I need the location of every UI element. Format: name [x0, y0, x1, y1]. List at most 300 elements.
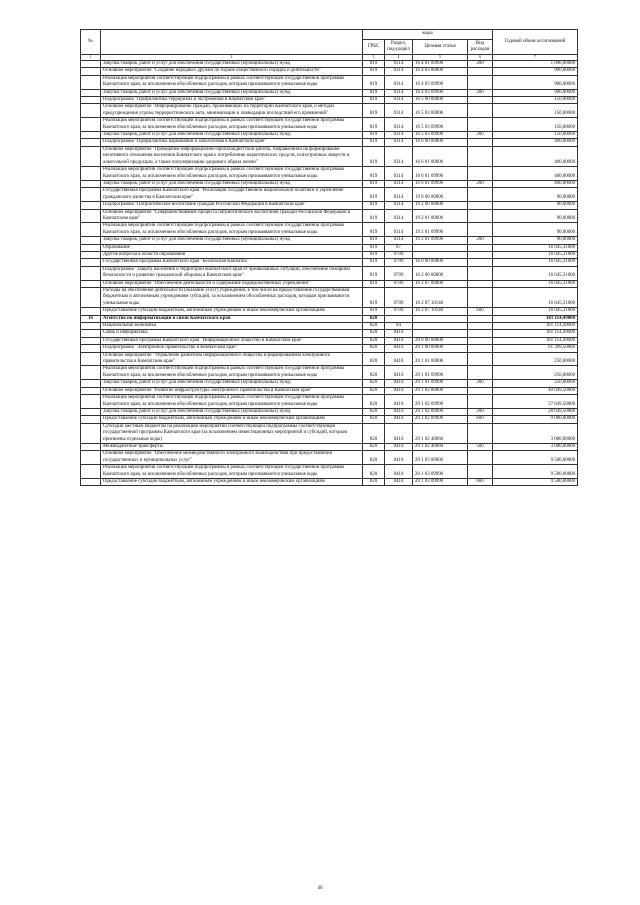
row-expense-type: 500 — [468, 443, 493, 450]
header-vid: Вид расходов — [468, 40, 493, 55]
row-target-article: 19 2 01 00000 — [413, 209, 468, 223]
row-amount: 1 000,00000 — [493, 61, 578, 68]
row-amount: 150,00000 — [493, 104, 578, 118]
row-number — [81, 89, 101, 96]
table-row — [81, 244, 578, 251]
table-row — [81, 308, 578, 315]
row-target-article: 16 4 03 09990 — [413, 75, 468, 89]
row-target-article: 16 2 07 10140 — [413, 308, 468, 315]
row-target-article: 20 1 00 00000 — [413, 345, 468, 352]
row-name: Реализация мероприятий соответствующей подпрограммы в рамках соответствующей государственной программы Камчатского края, за исключением обособленных расходов, которым присваиваются уникальные коды — [101, 223, 363, 237]
row-expense-type — [468, 97, 493, 104]
table-row — [81, 251, 578, 258]
col-index: 4 — [385, 55, 413, 61]
table-row — [81, 345, 578, 352]
row-amount: 28 649,50000 — [493, 408, 578, 415]
row-amount: 181 114,49000 — [493, 330, 578, 337]
row-name: Закупка товаров, работ и услуг для обеспечения государственных (муниципальных) нужд — [101, 380, 363, 387]
row-razdel: 0314 — [385, 167, 413, 181]
table-row — [81, 395, 578, 409]
row-grbs: 820 — [363, 416, 385, 423]
row-expense-type: 200 — [468, 132, 493, 139]
row-name: Реализация мероприятий соответствующей подпрограммы в рамках соответствующей государственной программы Камчатского края, за исключением обособленных расходов, которым присваиваются уникальные коды — [101, 118, 363, 132]
row-amount: 400,00000 — [493, 146, 578, 166]
row-grbs: 819 — [363, 223, 385, 237]
row-expense-type — [468, 75, 493, 89]
row-grbs: 820 — [363, 395, 385, 409]
row-target-article: 20 1 02 09990 — [413, 408, 468, 415]
row-expense-type — [468, 68, 493, 75]
row-grbs: 819 — [363, 288, 385, 308]
row-expense-type: 200 — [468, 180, 493, 187]
row-razdel: 0709 — [385, 259, 413, 266]
row-name: Предоставление субсидий бюджетным, автономным учреждениям и иным некоммерческим организациям — [101, 308, 363, 315]
header-volume: Годовой объем ассигнований — [493, 30, 578, 55]
header-codes: коды — [363, 30, 493, 40]
row-target-article: 20 1 01 00000 — [413, 352, 468, 366]
row-amount: 37 649,50000 — [493, 395, 578, 409]
row-name: Основное мероприятие "Обеспечение межведомственного электронного взаимодействия при предоставлении государственных и муниципальных услуг" — [101, 451, 363, 465]
row-amount: 9 500,00000 — [493, 451, 578, 465]
row-amount: 16 045,31000 — [493, 308, 578, 315]
row-grbs: 819 — [363, 75, 385, 89]
row-name: Основное мероприятие "Проведение информационно-пропагандистской работы, направленной на формирование негативного отношения населения Камчатского края к потреблению наркотических средств, психотропных веществ и алкогольной продукции, а также популяризацию здорового образа жизни" — [101, 146, 363, 166]
row-razdel: 0709 — [385, 266, 413, 280]
row-number — [81, 68, 101, 75]
row-number — [81, 251, 101, 258]
row-expense-type — [468, 167, 493, 181]
table-row — [81, 337, 578, 344]
row-number — [81, 167, 101, 181]
row-number — [81, 118, 101, 132]
row-expense-type: 200 — [468, 380, 493, 387]
row-expense-type — [468, 345, 493, 352]
page-number: 46 — [317, 886, 323, 891]
row-grbs: 819 — [363, 259, 385, 266]
row-amount: 90,00000 — [493, 188, 578, 202]
row-target-article — [413, 315, 468, 322]
row-expense-type — [468, 202, 493, 209]
row-number — [81, 180, 101, 187]
table-row — [81, 68, 578, 75]
row-grbs: 819 — [363, 89, 385, 96]
row-target-article: 16 2 00 00000 — [413, 266, 468, 280]
row-razdel: 0314 — [385, 146, 413, 166]
table-row — [81, 478, 578, 485]
row-amount: 90,00000 — [493, 209, 578, 223]
row-amount: 400,00000 — [493, 139, 578, 146]
row-name: Основное мероприятие "Создание народных дружин по охране общественного порядка и деятельности" — [101, 68, 363, 75]
row-razdel: 0314 — [385, 139, 413, 146]
row-number — [81, 323, 101, 330]
row-expense-type — [468, 423, 493, 443]
col-index: 6 — [468, 55, 493, 61]
row-grbs: 820 — [363, 465, 385, 479]
table-row — [81, 451, 578, 465]
row-expense-type — [468, 387, 493, 394]
row-expense-type — [468, 188, 493, 202]
row-target-article: 16 5 00 00000 — [413, 97, 468, 104]
row-number — [81, 387, 101, 394]
row-name: Закупка товаров, работ и услуг для обеспечения государственных (муниципальных) нужд — [101, 408, 363, 415]
header-target: Целевая статья — [413, 40, 468, 55]
row-number — [81, 259, 101, 266]
row-expense-type — [468, 139, 493, 146]
row-razdel: 0709 — [385, 251, 413, 258]
row-target-article — [413, 330, 468, 337]
row-expense-type — [468, 323, 493, 330]
row-number — [81, 423, 101, 443]
row-grbs: 820 — [363, 366, 385, 380]
row-grbs: 820 — [363, 443, 385, 450]
row-grbs: 819 — [363, 97, 385, 104]
row-expense-type — [468, 451, 493, 465]
row-expense-type — [468, 209, 493, 223]
row-name: Межбюджетные трансферты — [101, 443, 363, 450]
row-expense-type — [468, 118, 493, 132]
row-name: Подпрограмма "Профилактика наркомании и алкоголизма в Камчатском крае" — [101, 139, 363, 146]
row-name: Подпрограмма "Защита населения и территорий Камчатского края от чрезвычайных ситуаций, обеспечение пожарной безопасности и развитие гражданской обороны в Камчатском крае" — [101, 266, 363, 280]
table-row — [81, 104, 578, 118]
row-expense-type: 600 — [468, 416, 493, 423]
row-name: Закупка товаров, работ и услуг для обеспечения государственных (муниципальных) нужд — [101, 237, 363, 244]
row-target-article: 20 1 02 09990 — [413, 395, 468, 409]
row-razdel: 0314 — [385, 209, 413, 223]
row-razdel: 0314 — [385, 104, 413, 118]
col-index: 1 — [81, 55, 101, 61]
row-razdel: 0410 — [385, 366, 413, 380]
row-amount: 40 649,50000 — [493, 387, 578, 394]
row-grbs: 819 — [363, 167, 385, 181]
row-target-article: 20 1 01 09990 — [413, 366, 468, 380]
row-grbs: 819 — [363, 139, 385, 146]
row-amount: 61 399,50000 — [493, 345, 578, 352]
row-razdel: 0314 — [385, 180, 413, 187]
row-target-article: 16 6 00 00000 — [413, 139, 468, 146]
row-target-article — [413, 251, 468, 258]
row-name: Образование — [101, 244, 363, 251]
row-number — [81, 61, 101, 68]
col-index: 3 — [363, 55, 385, 61]
row-name: Связь и информатика — [101, 330, 363, 337]
row-razdel: 0410 — [385, 352, 413, 366]
table-row — [81, 188, 578, 202]
row-target-article: 16 6 01 09990 — [413, 180, 468, 187]
row-expense-type: 200 — [468, 61, 493, 68]
row-grbs: 820 — [363, 423, 385, 443]
row-amount: 181 114,49000 — [493, 315, 578, 322]
table-row — [81, 443, 578, 450]
col-index: 5 — [413, 55, 468, 61]
row-target-article: 16 6 01 00000 — [413, 146, 468, 166]
table-row — [81, 180, 578, 187]
table-row — [81, 330, 578, 337]
table-row — [81, 139, 578, 146]
row-amount: 9 000,00000 — [493, 416, 578, 423]
table-row — [81, 266, 578, 280]
row-number: 16 — [81, 315, 101, 322]
table-row — [81, 146, 578, 166]
row-expense-type — [468, 223, 493, 237]
row-number — [81, 308, 101, 315]
table-row — [81, 132, 578, 139]
row-name: Реализация мероприятий соответствующей подпрограммы в рамках соответствующей государственной программы Камчатского края, за исключением обособленных расходов, которым присваиваются уникальные коды — [101, 366, 363, 380]
row-number — [81, 288, 101, 308]
row-number — [81, 223, 101, 237]
row-grbs: 819 — [363, 132, 385, 139]
row-grbs: 820 — [363, 478, 385, 485]
row-razdel: 0314 — [385, 89, 413, 96]
row-name: Подпрограмма "Профилактика терроризма и экстремизма в Камчатском крае" — [101, 97, 363, 104]
row-amount: 181 114,49000 — [493, 337, 578, 344]
table-row — [81, 423, 578, 443]
row-name: Государственная программа Камчатского края "Безопасная Камчатка" — [101, 259, 363, 266]
row-expense-type — [468, 266, 493, 280]
row-grbs: 820 — [363, 345, 385, 352]
row-amount: 150,00000 — [493, 97, 578, 104]
row-target-article: 16 5 03 09990 — [413, 132, 468, 139]
row-target-article: 20 1 02 09990 — [413, 416, 468, 423]
header-number: № — [81, 30, 101, 55]
row-number — [81, 352, 101, 366]
row-number — [81, 408, 101, 415]
row-target-article: 20 1 03 09990 — [413, 478, 468, 485]
row-grbs: 820 — [363, 315, 385, 322]
row-grbs: 819 — [363, 251, 385, 258]
row-amount: 400,00000 — [493, 167, 578, 181]
row-name: Реализация мероприятий соответствующей подпрограммы в рамках соответствующей государственной программы Камчатского края, за исключением обособленных расходов, которым присваиваются уникальные коды — [101, 75, 363, 89]
row-target-article: 20 1 03 09990 — [413, 465, 468, 479]
row-razdel: 0314 — [385, 237, 413, 244]
table-row — [81, 408, 578, 415]
row-number — [81, 280, 101, 287]
row-amount: 16 045,31000 — [493, 244, 578, 251]
row-number — [81, 380, 101, 387]
row-name: Государственная программа Камчатского края "Реализация государственной национальной политики и укрепление гражданского единства в Камчатском крае" — [101, 188, 363, 202]
table-row — [81, 416, 578, 423]
row-amount: 90,00000 — [493, 237, 578, 244]
row-target-article: 16 5 03 00000 — [413, 104, 468, 118]
row-grbs: 819 — [363, 266, 385, 280]
row-target-article: 20 1 02 40060 — [413, 423, 468, 443]
row-amount: 400,00000 — [493, 180, 578, 187]
row-razdel: 0314 — [385, 223, 413, 237]
row-amount: 16 045,31000 — [493, 288, 578, 308]
row-target-article — [413, 323, 468, 330]
row-number — [81, 330, 101, 337]
row-razdel: 0410 — [385, 345, 413, 352]
row-grbs: 819 — [363, 146, 385, 166]
table-row — [81, 89, 578, 96]
row-name: Государственная программа Камчатского края "Информационное общество в Камчатском крае" — [101, 337, 363, 344]
row-target-article: 16 2 07 10140 — [413, 288, 468, 308]
row-number — [81, 478, 101, 485]
row-grbs: 819 — [363, 104, 385, 118]
row-target-article: 20 1 02 40060 — [413, 443, 468, 450]
row-target-article: 16 4 03 09990 — [413, 89, 468, 96]
row-expense-type — [468, 337, 493, 344]
row-name: Закупка товаров, работ и услуг для обеспечения государственных (муниципальных) нужд — [101, 61, 363, 68]
header-razdel: Раздел, под-раздел — [385, 40, 413, 55]
row-number — [81, 266, 101, 280]
row-amount: 9 500,00000 — [493, 465, 578, 479]
row-target-article: 19 2 01 09990 — [413, 223, 468, 237]
row-amount: 3 000,00000 — [493, 443, 578, 450]
row-expense-type — [468, 244, 493, 251]
row-number — [81, 188, 101, 202]
row-grbs: 820 — [363, 352, 385, 366]
row-name: Другие вопросы в области образования — [101, 251, 363, 258]
row-grbs: 819 — [363, 68, 385, 75]
row-target-article: 20 1 02 00000 — [413, 387, 468, 394]
row-amount: 16 045,31000 — [493, 259, 578, 266]
row-razdel: 0410 — [385, 330, 413, 337]
row-target-article: 19 2 01 09990 — [413, 237, 468, 244]
row-razdel: 0410 — [385, 465, 413, 479]
row-grbs: 820 — [363, 451, 385, 465]
row-number — [81, 237, 101, 244]
row-name: Закупка товаров, работ и услуг для обеспечения государственных (муниципальных) нужд — [101, 180, 363, 187]
row-amount: 9 500,00000 — [493, 478, 578, 485]
row-amount: 900,00000 — [493, 75, 578, 89]
row-grbs: 819 — [363, 188, 385, 202]
row-amount: 250,00000 — [493, 380, 578, 387]
row-number — [81, 345, 101, 352]
row-name: Основное мероприятие "Управление развитием информационного общества и формированием электронного правительства в Камчатском крае" — [101, 352, 363, 366]
row-razdel: 04 — [385, 323, 413, 330]
row-razdel: 0410 — [385, 387, 413, 394]
row-number — [81, 465, 101, 479]
table-row — [81, 280, 578, 287]
row-grbs: 819 — [363, 244, 385, 251]
row-amount: 150,00000 — [493, 118, 578, 132]
row-number — [81, 443, 101, 450]
row-razdel: 0314 — [385, 97, 413, 104]
row-name: Основное мероприятие "Информирование граждан, проживающих на территории Камчатского края, о методах предупреждения угрозы террористического акта, минимизации и ликвидации последствий его проявлений" — [101, 104, 363, 118]
row-target-article: 16 4 03 00000 — [413, 68, 468, 75]
row-grbs: 819 — [363, 180, 385, 187]
table-row — [81, 202, 578, 209]
row-amount: 900,00000 — [493, 89, 578, 96]
row-grbs: 820 — [363, 380, 385, 387]
row-grbs: 819 — [363, 202, 385, 209]
row-target-article — [413, 244, 468, 251]
table-row — [81, 315, 578, 322]
row-name: Закупка товаров, работ и услуг для обеспечения государственных (муниципальных) нужд — [101, 132, 363, 139]
row-razdel: 07 — [385, 244, 413, 251]
row-expense-type — [468, 259, 493, 266]
table-row — [81, 380, 578, 387]
row-expense-type — [468, 352, 493, 366]
row-number — [81, 395, 101, 409]
row-grbs: 819 — [363, 237, 385, 244]
row-razdel: 0410 — [385, 395, 413, 409]
row-grbs: 820 — [363, 330, 385, 337]
row-expense-type: 200 — [468, 89, 493, 96]
row-name: Расходы на обеспечение деятельности (оказание услуг) учреждений, в том числе на предоставление государственным бюджетным и автономным учреждениям субсидий, за исключением обособленных расходов, которым присваиваются уникальные коды — [101, 288, 363, 308]
row-razdel: 0314 — [385, 118, 413, 132]
table-row — [81, 223, 578, 237]
row-target-article: 16 2 07 00000 — [413, 280, 468, 287]
row-target-article: 16 5 03 09990 — [413, 118, 468, 132]
row-razdel: 0314 — [385, 202, 413, 209]
row-number — [81, 451, 101, 465]
col-index: 7 — [493, 55, 578, 61]
row-grbs: 819 — [363, 61, 385, 68]
row-name: Основное мероприятие "Развитие инфраструктуры электронного правительства в Камчатском крае" — [101, 387, 363, 394]
row-name: Национальная экономика — [101, 323, 363, 330]
row-razdel: 0314 — [385, 75, 413, 89]
row-number — [81, 209, 101, 223]
row-name: Закупка товаров, работ и услуг для обеспечения государственных (муниципальных) нужд — [101, 89, 363, 96]
row-expense-type — [468, 315, 493, 322]
row-amount: 150,00000 — [493, 132, 578, 139]
row-expense-type — [468, 395, 493, 409]
row-razdel: 0410 — [385, 478, 413, 485]
row-name: Подпрограмма "Электронное правительство в Камчатском крае" — [101, 345, 363, 352]
row-grbs: 820 — [363, 387, 385, 394]
row-number — [81, 146, 101, 166]
row-razdel: 0410 — [385, 408, 413, 415]
row-expense-type — [468, 288, 493, 308]
row-expense-type — [468, 330, 493, 337]
row-number — [81, 416, 101, 423]
row-amount: 16 045,31000 — [493, 266, 578, 280]
row-grbs: 819 — [363, 209, 385, 223]
row-amount: 3 000,00000 — [493, 423, 578, 443]
table-row — [81, 61, 578, 68]
col-index: 2 — [101, 55, 363, 61]
row-target-article: 19 2 00 00000 — [413, 202, 468, 209]
row-amount: 181 114,49000 — [493, 323, 578, 330]
row-target-article: 16 4 01 09990 — [413, 61, 468, 68]
header-grbs: ГРБС — [363, 40, 385, 55]
budget-table — [80, 29, 578, 486]
table-body — [81, 61, 578, 486]
row-expense-type: 200 — [468, 237, 493, 244]
table-row — [81, 259, 578, 266]
table-row — [81, 97, 578, 104]
row-number — [81, 132, 101, 139]
row-target-article: 20 1 01 09990 — [413, 380, 468, 387]
row-razdel: 0314 — [385, 132, 413, 139]
table-row — [81, 288, 578, 308]
row-name: Предоставление субсидий бюджетным, автономным учреждениям и иным некоммерческим организациям — [101, 478, 363, 485]
row-razdel: 0314 — [385, 61, 413, 68]
budget-table-sheet — [80, 29, 577, 486]
row-number — [81, 244, 101, 251]
row-target-article: 16 0 00 00000 — [413, 259, 468, 266]
row-amount: 250,00000 — [493, 366, 578, 380]
table-row — [81, 75, 578, 89]
row-target-article: 19 0 00 00000 — [413, 188, 468, 202]
row-name: Подпрограмма "Патриотическое воспитание граждан Российской Федерации в Камчатском крае" — [101, 202, 363, 209]
row-grbs: 820 — [363, 323, 385, 330]
row-amount: 16 045,31000 — [493, 280, 578, 287]
row-number — [81, 97, 101, 104]
row-grbs: 819 — [363, 280, 385, 287]
row-name: Основное мероприятие "Обеспечение деятельности и содержание подведомственных учреждений" — [101, 280, 363, 287]
header-name — [101, 30, 363, 55]
row-expense-type — [468, 104, 493, 118]
table-row — [81, 465, 578, 479]
table-row — [81, 209, 578, 223]
row-razdel: 0410 — [385, 337, 413, 344]
row-expense-type — [468, 251, 493, 258]
row-number — [81, 104, 101, 118]
row-number — [81, 337, 101, 344]
row-razdel: 0314 — [385, 68, 413, 75]
